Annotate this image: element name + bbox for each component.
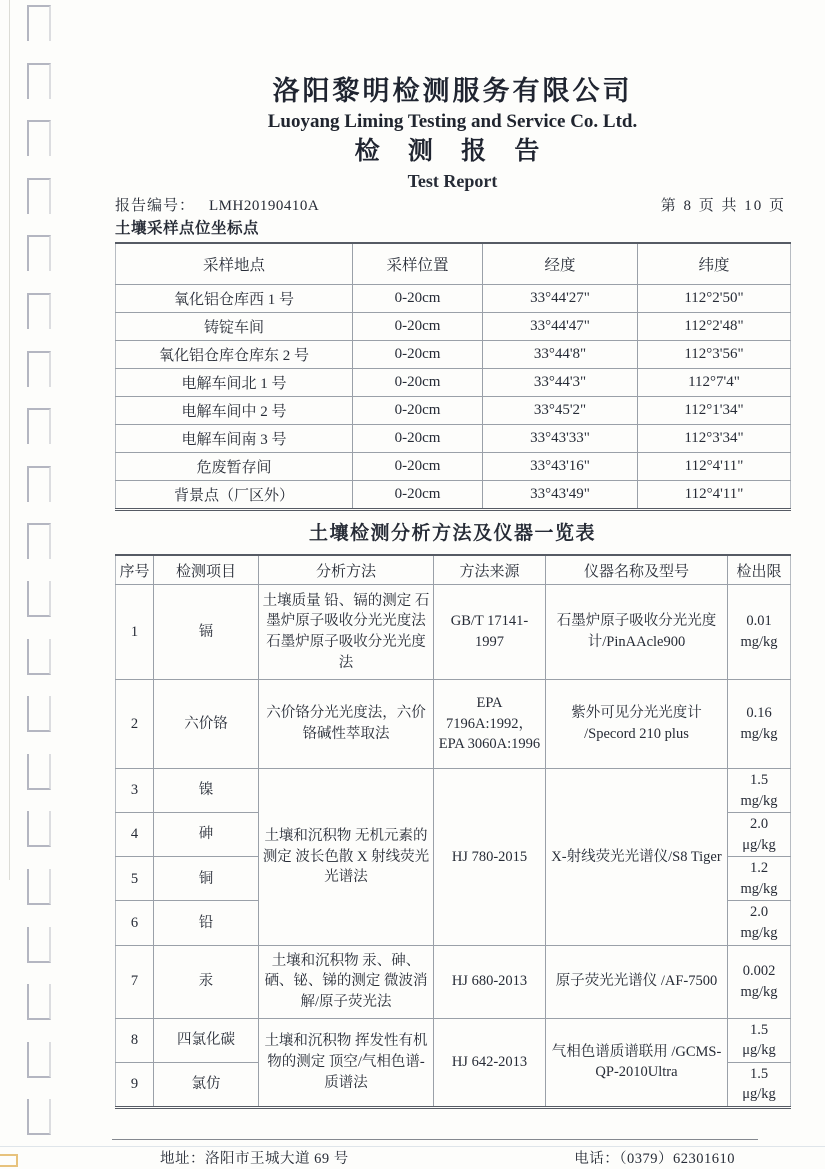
cell-item: 汞 xyxy=(154,945,259,1018)
table-row xyxy=(116,397,791,425)
cell-longitude: 33°44'3" xyxy=(483,369,638,397)
limit-unit: μg/kg xyxy=(742,1086,776,1103)
binding-ring-mark xyxy=(27,466,51,502)
cell-latitude: 112°1'34" xyxy=(638,397,791,425)
cell-instrument-merged: 气相色谱质谱联用 /GCMS-QP-2010Ultra xyxy=(546,1018,728,1107)
cell-longitude: 33°44'27" xyxy=(483,285,638,313)
cell-source: EPA 7196A:1992， EPA 3060A:1996 xyxy=(434,680,546,769)
methods-section-title: 土壤检测分析方法及仪器一览表 xyxy=(308,523,596,544)
cell-position: 0-20cm xyxy=(353,341,483,369)
cell-longitude: 33°44'8" xyxy=(483,341,638,369)
document-page xyxy=(115,0,790,1169)
address-label: 地址： xyxy=(160,1150,205,1167)
company-name-en: Luoyang Liming Testing and Service Co. Ltd. xyxy=(267,111,638,132)
cell-longitude: 33°43'16" xyxy=(483,453,638,481)
cell-latitude: 112°2'48" xyxy=(638,313,791,341)
col-header-instrument: 仪器名称及型号 xyxy=(546,555,728,585)
cell-latitude: 112°3'34" xyxy=(638,425,791,453)
cell-site: 氧化铝仓库西 1 号 xyxy=(116,285,353,313)
cell-longitude: 33°43'33" xyxy=(483,425,638,453)
cell-limit xyxy=(728,680,791,769)
binding-ring-mark xyxy=(27,927,51,963)
cell-limit xyxy=(728,585,791,680)
limit-unit: mg/kg xyxy=(740,925,778,942)
binding-ring-mark xyxy=(27,984,51,1020)
table-row xyxy=(116,1018,791,1062)
cell-item: 镉 xyxy=(154,585,259,680)
corner-fold-mark xyxy=(0,1154,18,1167)
scanned-page-edge xyxy=(9,0,10,880)
cell-limit xyxy=(728,813,791,857)
cell-longitude: 33°45'2" xyxy=(483,397,638,425)
binding-ring-mark xyxy=(27,639,51,675)
cell-limit xyxy=(728,1062,791,1107)
phone-value: （0379）62301610 xyxy=(619,1150,735,1167)
limit-unit: mg/kg xyxy=(740,880,778,897)
cell-no: 2 xyxy=(116,680,154,769)
binding-ring-mark xyxy=(27,1042,51,1078)
cell-position: 0-20cm xyxy=(353,453,483,481)
cell-method: 六价铬分光光度法，六价铬碱性萃取法 xyxy=(259,680,434,769)
table-row xyxy=(116,769,791,813)
limit-unit: mg/kg xyxy=(740,634,778,650)
report-title-cn: 检 测 报 告 xyxy=(354,138,551,165)
binding-ring-mark xyxy=(27,581,51,617)
limit-value: 0.16 xyxy=(746,705,772,722)
cell-item: 砷 xyxy=(154,813,259,857)
cell-item: 铅 xyxy=(154,901,259,945)
cell-position: 0-20cm xyxy=(353,425,483,453)
coords-header-row xyxy=(116,243,791,285)
binding-ring-mark xyxy=(27,696,51,732)
binding-ring-mark xyxy=(27,5,51,41)
binding-ring-mark xyxy=(27,120,51,156)
table-row xyxy=(116,285,791,313)
cell-limit xyxy=(728,857,791,901)
cell-position: 0-20cm xyxy=(353,369,483,397)
address-value: 洛阳市王城大道 69 号 xyxy=(205,1150,349,1167)
cell-limit xyxy=(728,945,791,1018)
cell-latitude: 112°3'56" xyxy=(638,341,791,369)
cell-instrument: 石墨炉原子吸收分光光度计/PinAAcle900 xyxy=(546,585,728,680)
cell-longitude: 33°43'49" xyxy=(483,481,638,510)
cell-position: 0-20cm xyxy=(353,481,483,510)
limit-value: 1.5 xyxy=(749,772,769,788)
cell-limit xyxy=(728,769,791,813)
col-header-site: 采样地点 xyxy=(116,243,353,285)
binding-ring-mark xyxy=(27,178,51,214)
report-no-value: LMH20190410A xyxy=(209,198,320,214)
report-title-en: Test Report xyxy=(407,171,498,191)
limit-value: 0.01 xyxy=(746,613,772,630)
cell-item: 氯仿 xyxy=(154,1062,259,1107)
footer-divider xyxy=(112,1139,758,1140)
limit-unit: mg/kg xyxy=(740,792,778,809)
cell-method: 土壤质量 铅、镉的测定 石墨炉原子吸收分光光度法 石墨炉原子吸收分光光度法 xyxy=(259,585,434,680)
cell-position: 0-20cm xyxy=(353,397,483,425)
phone-label: 电话： xyxy=(574,1150,620,1167)
col-header-position: 采样位置 xyxy=(353,243,483,285)
limit-value: 2.0 xyxy=(749,816,769,833)
limit-unit: mg/kg xyxy=(740,983,778,1000)
company-name-cn: 洛阳黎明检测服务有限公司 xyxy=(272,76,633,106)
cell-latitude: 112°7'4" xyxy=(638,369,791,397)
table-row xyxy=(116,341,791,369)
binding-ring-mark xyxy=(27,351,51,387)
col-header-longitude: 经度 xyxy=(483,243,638,285)
cell-latitude: 112°2'50" xyxy=(638,285,791,313)
cell-method-merged: 土壤和沉积物 无机元素的测定 波长色散 X 射线荧光光谱法 xyxy=(259,769,434,946)
cell-no: 8 xyxy=(116,1018,154,1062)
col-header-item: 检测项目 xyxy=(154,555,259,585)
col-header-source: 方法来源 xyxy=(434,555,546,585)
limit-value: 0.002 xyxy=(742,963,776,980)
cell-item: 铜 xyxy=(154,857,259,901)
cell-site: 电解车间中 2 号 xyxy=(116,397,353,425)
col-header-no: 序号 xyxy=(116,555,154,585)
cell-instrument-merged: X-射线荧光光谱仪/S8 Tiger xyxy=(546,769,728,946)
table-row xyxy=(116,425,791,453)
cell-limit xyxy=(728,901,791,945)
cell-position: 0-20cm xyxy=(353,285,483,313)
cell-limit xyxy=(728,1018,791,1062)
limit-unit: μg/kg xyxy=(742,1042,776,1059)
binding-ring-mark xyxy=(27,811,51,847)
cell-source: GB/T 17141-1997 xyxy=(434,585,546,680)
col-header-method: 分析方法 xyxy=(259,555,434,585)
cell-instrument: 原子荧光光谱仪 /AF-7500 xyxy=(546,945,728,1018)
limit-value: 1.5 xyxy=(749,1065,769,1082)
cell-latitude: 112°4'11" xyxy=(638,453,791,481)
binding-ring-mark xyxy=(27,293,51,329)
limit-unit: μg/kg xyxy=(742,836,776,853)
table-row xyxy=(116,585,791,680)
table-row xyxy=(116,481,791,510)
document-header xyxy=(115,0,790,194)
binding-ring-mark xyxy=(27,754,51,790)
limit-unit: mg/kg xyxy=(740,726,778,742)
cell-site: 电解车间南 3 号 xyxy=(116,425,353,453)
report-meta-row xyxy=(115,196,790,217)
document-footer xyxy=(115,1139,790,1169)
cell-no: 6 xyxy=(116,901,154,945)
binding-ring-mark xyxy=(27,523,51,559)
cell-site: 危废暂存间 xyxy=(116,453,353,481)
limit-value: 1.5 xyxy=(749,1021,769,1038)
col-header-limit: 检出限 xyxy=(728,555,791,585)
limit-value: 1.2 xyxy=(749,860,769,877)
page-indicator: 第 8 页 共 10 页 xyxy=(660,198,786,214)
methods-table xyxy=(115,554,791,1109)
cell-site: 背景点（厂区外） xyxy=(116,481,353,510)
binding-ring-mark xyxy=(27,235,51,271)
cell-site: 氧化铝仓库仓库东 2 号 xyxy=(116,341,353,369)
spiral-binding-strip xyxy=(27,0,57,1166)
cell-position: 0-20cm xyxy=(353,313,483,341)
report-no-label: 报告编号： xyxy=(115,198,196,214)
cell-no: 9 xyxy=(116,1062,154,1107)
col-header-latitude: 纬度 xyxy=(638,243,791,285)
binding-ring-mark xyxy=(27,408,51,444)
cell-method: 土壤和沉积物 汞、砷、硒、铋、锑的测定 微波消解/原子荧光法 xyxy=(259,945,434,1018)
table-row xyxy=(116,945,791,1018)
cell-source: HJ 680-2013 xyxy=(434,945,546,1018)
cell-method-merged: 土壤和沉积物 挥发性有机物的测定 顶空/气相色谱-质谱法 xyxy=(259,1018,434,1107)
cell-instrument: 紫外可见分光光度计 /Specord 210 plus xyxy=(546,680,728,769)
cell-site: 电解车间北 1 号 xyxy=(116,369,353,397)
table-row xyxy=(116,680,791,769)
coords-table xyxy=(115,242,791,511)
cell-source-merged: HJ 780-2015 xyxy=(434,769,546,946)
coords-section-title: 土壤采样点位坐标点 xyxy=(115,220,260,237)
table-row xyxy=(116,313,791,341)
binding-ring-mark xyxy=(27,1099,51,1135)
cell-no: 4 xyxy=(116,813,154,857)
cell-item: 六价铬 xyxy=(154,680,259,769)
cell-longitude: 33°44'47" xyxy=(483,313,638,341)
cell-source-merged: HJ 642-2013 xyxy=(434,1018,546,1107)
limit-value: 2.0 xyxy=(749,904,769,921)
methods-header-row xyxy=(116,555,791,585)
cell-no: 1 xyxy=(116,585,154,680)
binding-ring-mark xyxy=(27,63,51,99)
cell-item: 四氯化碳 xyxy=(154,1018,259,1062)
cell-no: 7 xyxy=(116,945,154,1018)
cell-item: 镍 xyxy=(154,769,259,813)
table-row xyxy=(116,453,791,481)
cell-no: 3 xyxy=(116,769,154,813)
cell-latitude: 112°4'11" xyxy=(638,481,791,510)
binding-ring-mark xyxy=(27,869,51,905)
table-row xyxy=(116,369,791,397)
cell-no: 5 xyxy=(116,857,154,901)
cell-site: 铸锭车间 xyxy=(116,313,353,341)
